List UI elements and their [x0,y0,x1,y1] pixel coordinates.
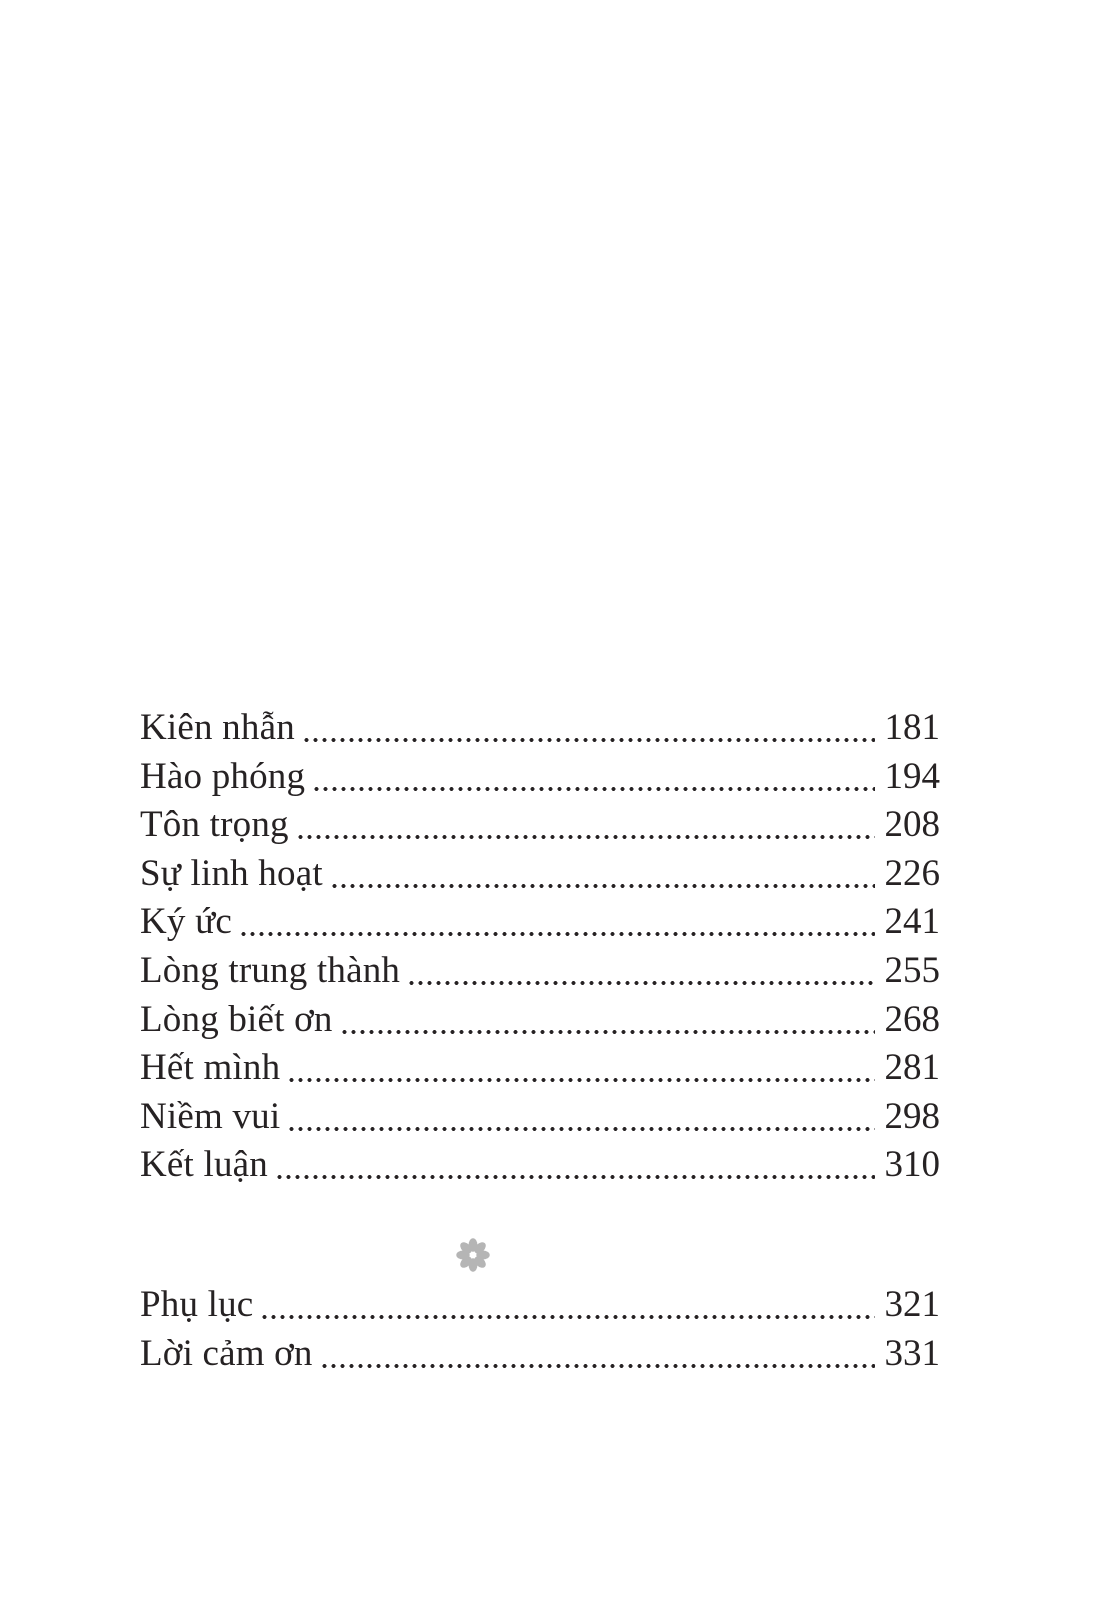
toc-entry-title: Kết luận [140,1144,268,1186]
toc-entry [140,704,940,753]
toc-entry-title: Ký ức [140,901,232,943]
dot-leader [287,1093,874,1142]
toc-appendix-list [140,1281,940,1378]
toc-entry [140,1281,940,1330]
dot-leader [320,1330,875,1379]
dot-leader [340,996,875,1045]
dot-leader [275,1141,875,1190]
toc-entry-page-number: 268 [884,998,940,1040]
toc-entry-page-number: 226 [884,852,940,894]
toc-entry-page-number: 208 [884,804,940,846]
toc-entry-page-number: 298 [884,1095,940,1137]
dot-leader [239,898,875,947]
section-divider [0,1238,946,1272]
toc-entry-page-number: 181 [884,707,940,748]
toc-entry-title: Niềm vui [140,1095,281,1137]
dot-leader [407,947,874,996]
toc-entry-title: Kiên nhẫn [140,707,295,748]
toc-entry-title: Phụ lục [140,1284,254,1325]
toc-entry-title: Tôn trọng [140,804,289,846]
toc-entry [140,1093,940,1142]
toc-entry [140,850,940,899]
toc-entry [140,947,940,996]
dot-leader [330,850,875,899]
toc-entry-title: Lòng biết ơn [140,998,333,1040]
toc-entry [140,1330,940,1379]
toc-entry [140,996,940,1045]
toc-entry-title: Sự linh hoạt [140,852,323,894]
toc-entry-page-number: 241 [884,901,940,943]
toc-entry-page-number: 194 [884,755,940,797]
toc-entry-title: Hào phóng [140,755,306,797]
toc-entry-page-number: 281 [884,1047,940,1089]
dot-leader [296,801,875,850]
toc-entry-page-number: 310 [884,1144,940,1186]
dot-leader [312,753,874,802]
toc-entry-page-number: 331 [884,1332,940,1374]
toc-entry [140,753,940,802]
toc-entry-title: Lời cảm ơn [140,1332,313,1374]
toc-entry [140,1044,940,1093]
dot-leader [260,1281,874,1330]
dot-leader [302,704,875,753]
dot-leader [287,1044,874,1093]
toc-main-list [140,704,940,1190]
toc-entry-page-number: 255 [884,949,940,991]
toc-entry-title: Lòng trung thành [140,949,401,991]
toc-entry-page-number: 321 [884,1284,940,1325]
toc-entry [140,898,940,947]
toc-entry-title: Hết mình [140,1047,281,1089]
toc-entry [140,801,940,850]
flower-ornament-icon [456,1238,490,1272]
toc-entry [140,1141,940,1190]
